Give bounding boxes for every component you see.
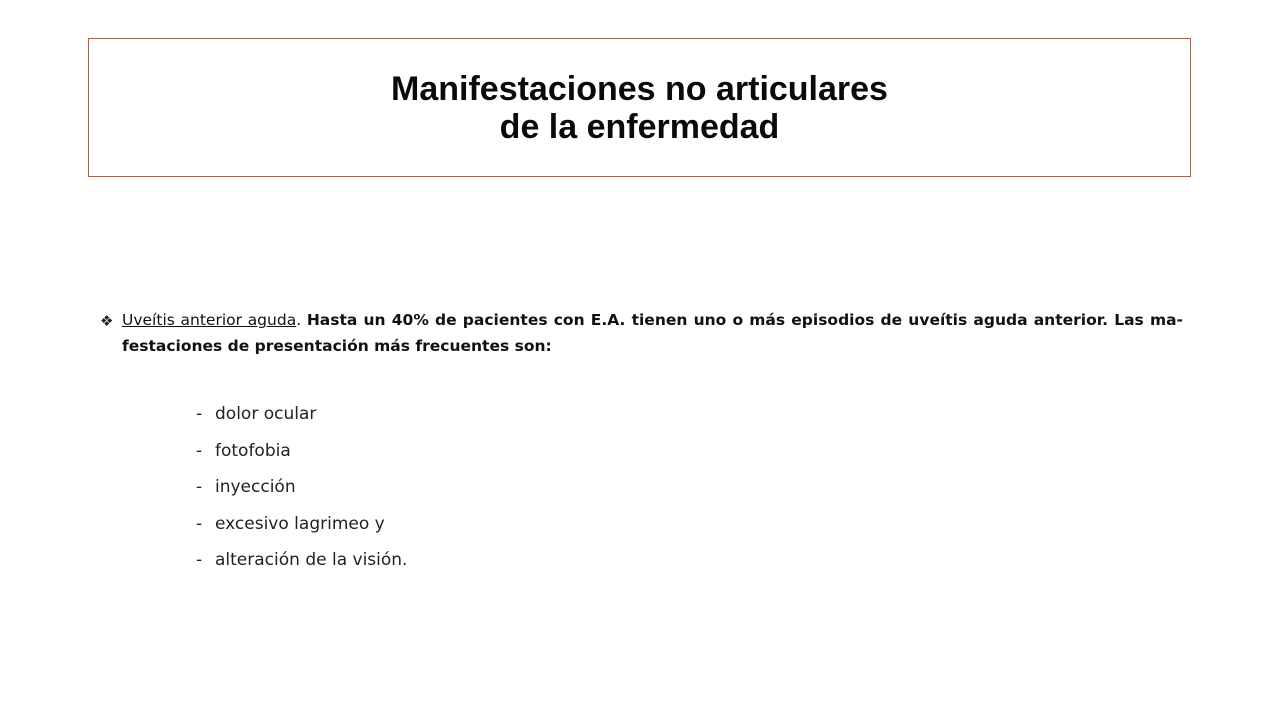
bullet-description: Hasta un 40% de pacientes con E.A. tienen uno o más episodios de uveítis aguda anterior. Las ma-festaciones de presentación más frecuentes son: <box>122 311 1183 355</box>
slide-title-line-1: Manifestaciones no articulares <box>391 69 888 108</box>
symptom-text: fotofobia <box>215 440 291 461</box>
bullet-paragraph <box>100 307 1183 359</box>
list-item <box>196 514 407 551</box>
bullet-term-suffix: . <box>296 311 307 329</box>
bullet-text <box>122 307 1183 359</box>
symptom-list <box>196 404 407 587</box>
list-item <box>196 477 407 514</box>
bullet-term: Uveítis anterior aguda <box>122 311 297 329</box>
slide-title-line-2: de la enfermedad <box>499 107 780 146</box>
list-dash: - <box>196 477 203 497</box>
symptom-text: alteración de la visión. <box>215 550 408 570</box>
list-item <box>196 441 407 478</box>
list-dash: - <box>196 550 203 570</box>
list-item <box>196 550 407 587</box>
list-dash: - <box>196 404 203 424</box>
title-box <box>88 38 1191 177</box>
list-dash: - <box>196 513 203 534</box>
list-item <box>196 404 407 441</box>
symptom-text: excesivo lagrimeo y <box>215 513 385 534</box>
symptom-text: dolor ocular <box>215 404 317 424</box>
list-dash: - <box>196 440 203 461</box>
symptom-text: inyección <box>215 477 296 497</box>
diamond-bullet-icon: ❖ <box>100 312 114 330</box>
